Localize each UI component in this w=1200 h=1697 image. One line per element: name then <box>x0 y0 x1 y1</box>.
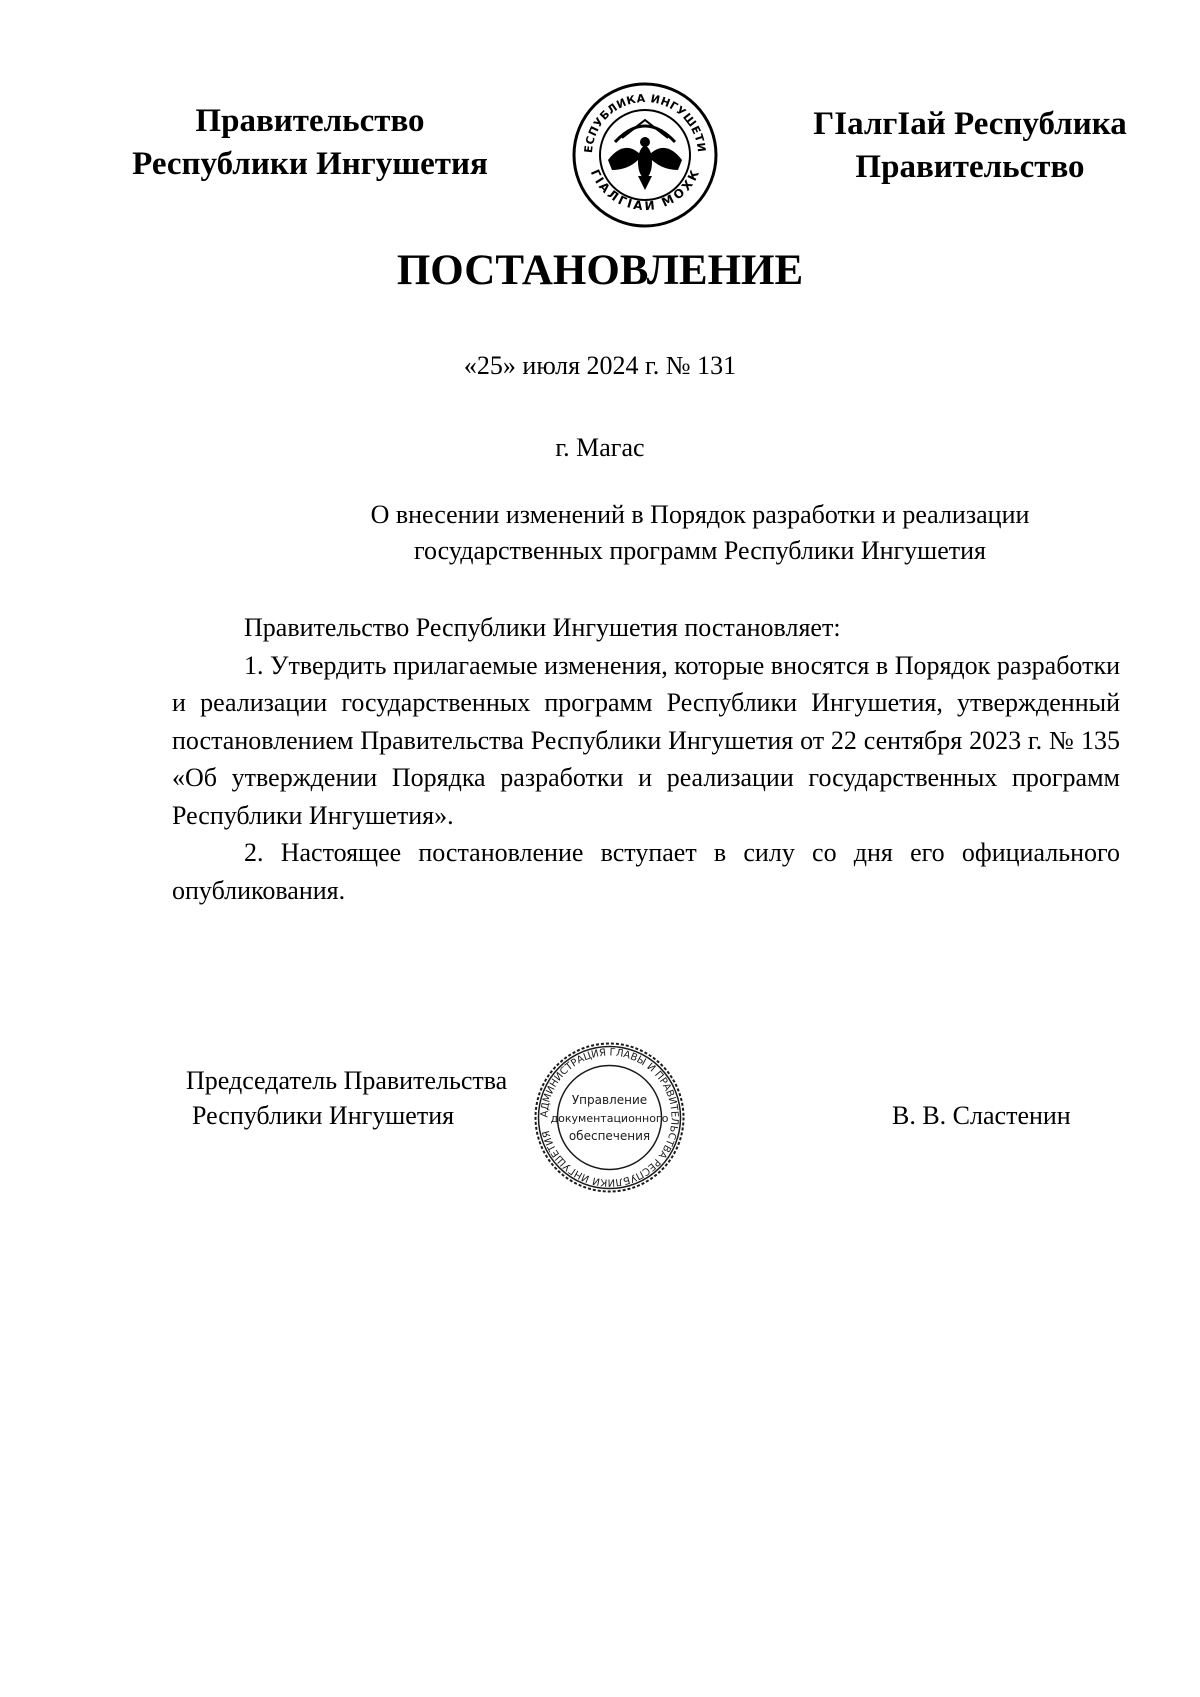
body-item-1: 1. Утвердить прилагаемые изменения, которые вносятся в Порядок разработки и реализации государственных программ Республики Ингушетия, утвержденный постановлением Правительства Республики Ингушетия от 22 сентября 2023 г. № 135 «Об утверждении Порядка разработки и реализации государственных программ Республики Ингушетия». <box>172 650 1120 830</box>
subject-line1: О внесении изменений в Порядок разработки и реализации <box>370 500 1030 529</box>
document-title: ПОСТАНОВЛЕНИЕ <box>396 247 804 294</box>
document-city: г. Магас <box>555 433 645 462</box>
stamp-center-line3: обеспечения <box>568 1129 651 1143</box>
stamp-center-line1: Управление <box>571 1093 648 1107</box>
header-left <box>110 100 510 186</box>
document-subject <box>330 497 1070 569</box>
coat-of-arms-icon <box>570 80 720 230</box>
signatory-position-line2: Республики Ингушетия <box>192 1101 455 1130</box>
signatory-position <box>186 1063 507 1133</box>
body-item-2: 2. Настоящее постановление вступает в силу со дня его официального опубликования. <box>172 838 1120 905</box>
round-stamp-icon <box>532 1040 687 1195</box>
header-right-line2: Правительство <box>855 149 1085 185</box>
stamp-ring-text: АДМИНИСТРАЦИЯ ГЛАВЫ И ПРАВИТЕЛЬСТВА РЕСПУБЛИКИ ИНГУШЕТИЯ <box>539 1047 680 1188</box>
header-right <box>790 103 1150 189</box>
document-body <box>172 609 1120 909</box>
signatory-position-line1: Председатель Правительства <box>186 1066 508 1095</box>
header-left-line2: Республики Ингушетия <box>132 146 488 182</box>
header-right-line1: ГIалгIай Республика <box>813 106 1127 142</box>
emblem-text-bottom: ГIАЛГIАЙ МОХК <box>587 167 703 214</box>
signatory-name: В. В. Сластенин <box>892 1101 1071 1130</box>
header-left-line1: Правительство <box>195 103 425 139</box>
emblem-text-top: ЕСПУБЛИКА ИНГУШЕТИ <box>581 91 709 154</box>
body-intro: Правительство Республики Ингушетия постановляет: <box>244 613 841 642</box>
stamp-center-line2: документационного <box>550 1112 669 1125</box>
subject-line2: государственных программ Республики Ингушетия <box>414 536 986 565</box>
document-date-number: «25» июля 2024 г. № 131 <box>463 351 737 380</box>
